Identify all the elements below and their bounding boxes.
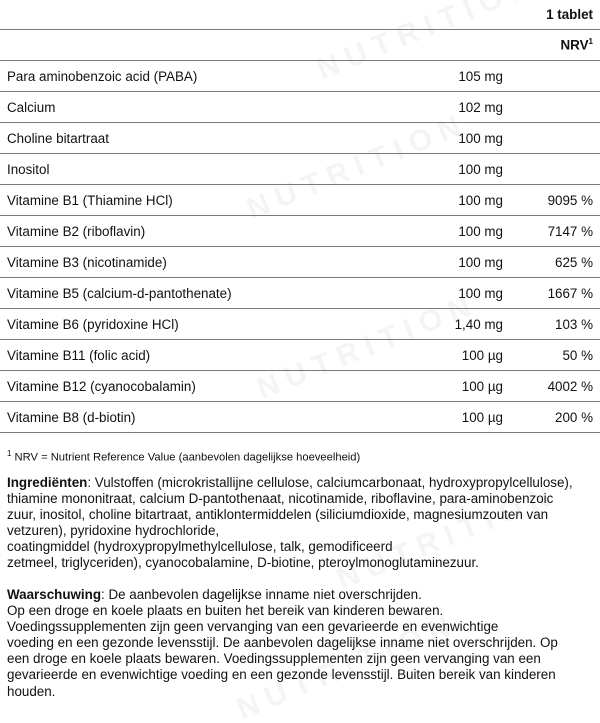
nutrient-nrv (503, 92, 600, 123)
nutrient-nrv: 7147 % (503, 216, 600, 247)
warning-label: Waarschuwing (7, 587, 101, 602)
table-row (0, 309, 600, 340)
nutrient-amount: 100 µg (403, 402, 503, 433)
nutrient-name: Vitamine B2 (riboflavin) (0, 216, 403, 247)
nutrient-name: Inositol (0, 154, 403, 185)
table-row (0, 340, 600, 371)
nutrient-nrv: 9095 % (503, 185, 600, 216)
nutrient-nrv: 4002 % (503, 371, 600, 402)
nutrient-name: Para aminobenzoic acid (PABA) (0, 61, 403, 92)
nutrient-amount: 100 mg (403, 185, 503, 216)
nutrient-nrv (503, 123, 600, 154)
nutrient-nrv: 200 % (503, 402, 600, 433)
table-row (0, 185, 600, 216)
nutrient-name: Vitamine B3 (nicotinamide) (0, 247, 403, 278)
table-row (0, 247, 600, 278)
nutrient-name: Vitamine B11 (folic acid) (0, 340, 403, 371)
table-row (0, 92, 600, 123)
nutrient-amount: 102 mg (403, 92, 503, 123)
nutrient-amount: 100 mg (403, 247, 503, 278)
table-row (0, 154, 600, 185)
table-row (0, 278, 600, 309)
nutrient-name: Vitamine B12 (cyanocobalamin) (0, 371, 403, 402)
nutrient-nrv (503, 61, 600, 92)
nutrient-nrv: 1667 % (503, 278, 600, 309)
nutrient-name: Calcium (0, 92, 403, 123)
table-row (0, 216, 600, 247)
nutrient-nrv: 103 % (503, 309, 600, 340)
serving-header: 1 tablet (503, 0, 600, 30)
ingredients-label: Ingrediënten (7, 475, 88, 490)
table-header-row (0, 30, 600, 61)
nutrient-amount: 1,40 mg (403, 309, 503, 340)
nutrient-nrv: 50 % (503, 340, 600, 371)
nrv-header: NRV$^1$ (503, 30, 600, 61)
nutrient-amount: 100 mg (403, 154, 503, 185)
nutrient-amount: 100 mg (403, 123, 503, 154)
nutrient-amount: 100 µg (403, 371, 503, 402)
nutrient-amount: 100 mg (403, 216, 503, 247)
table-row (0, 402, 600, 433)
nutrient-nrv: 625 % (503, 247, 600, 278)
warning-section: Waarschuwing: De aanbevolen dagelijkse inname niet overschrijden. Op een droge en koele plaats en buiten het bereik van kinderen bewaren. Voedingssupplementen zijn geen vervanging van een gevarieerde en evenwichtige voeding en een gezonde levensstijl. De aanbevolen dagelijkse inname niet overschrijden. Op een droge en koele plaats bewaren. Voedingssupplementen zijn geen vervanging van een gevarieerde en evenwichtige voeding en een gezonde levensstijl. Buiten bereik van kinderen houden. (7, 587, 558, 699)
nrv-footnote: $^1$ NRV = Nutrient Reference Value (aanbevolen dagelijkse hoeveelheid) (7, 449, 361, 464)
nutrient-amount: 105 mg (403, 61, 503, 92)
table-row (0, 61, 600, 92)
nutrient-name: Vitamine B8 (d-biotin) (0, 402, 403, 433)
nutrient-nrv (503, 154, 600, 185)
nutrient-name: Vitamine B6 (pyridoxine HCl) (0, 309, 403, 340)
nutrient-name: Vitamine B1 (Thiamine HCl) (0, 185, 403, 216)
nutrient-amount: 100 µg (403, 340, 503, 371)
nutrient-name: Choline bitartraat (0, 123, 403, 154)
nutrient-amount: 100 mg (403, 278, 503, 309)
nutrient-name: Vitamine B5 (calcium-d-pantothenate) (0, 278, 403, 309)
table-row (0, 123, 600, 154)
table-header-row (0, 0, 600, 30)
ingredients-section: Ingrediënten: Vulstoffen (microkristallijne cellulose, calciumcarbonaat, hydroxypropylcellulose), thiamine mononitraat, calcium D-pantothenaat, nicotinamide, riboflavine, para-aminobenzoic zuur, inositol, choline bitartraat, antiklontermiddelen (siliciumdioxide, magnesiumzouten van vetzuren), pyridoxine hydrochloride, coatingmiddel (hydroxypropylmethylcellulose, talk, gemodificeerd zetmeel, triglyceriden), cyanocobalamine, D-biotine, pteroylmonoglutaminezuur. (7, 475, 573, 571)
table-row (0, 371, 600, 402)
